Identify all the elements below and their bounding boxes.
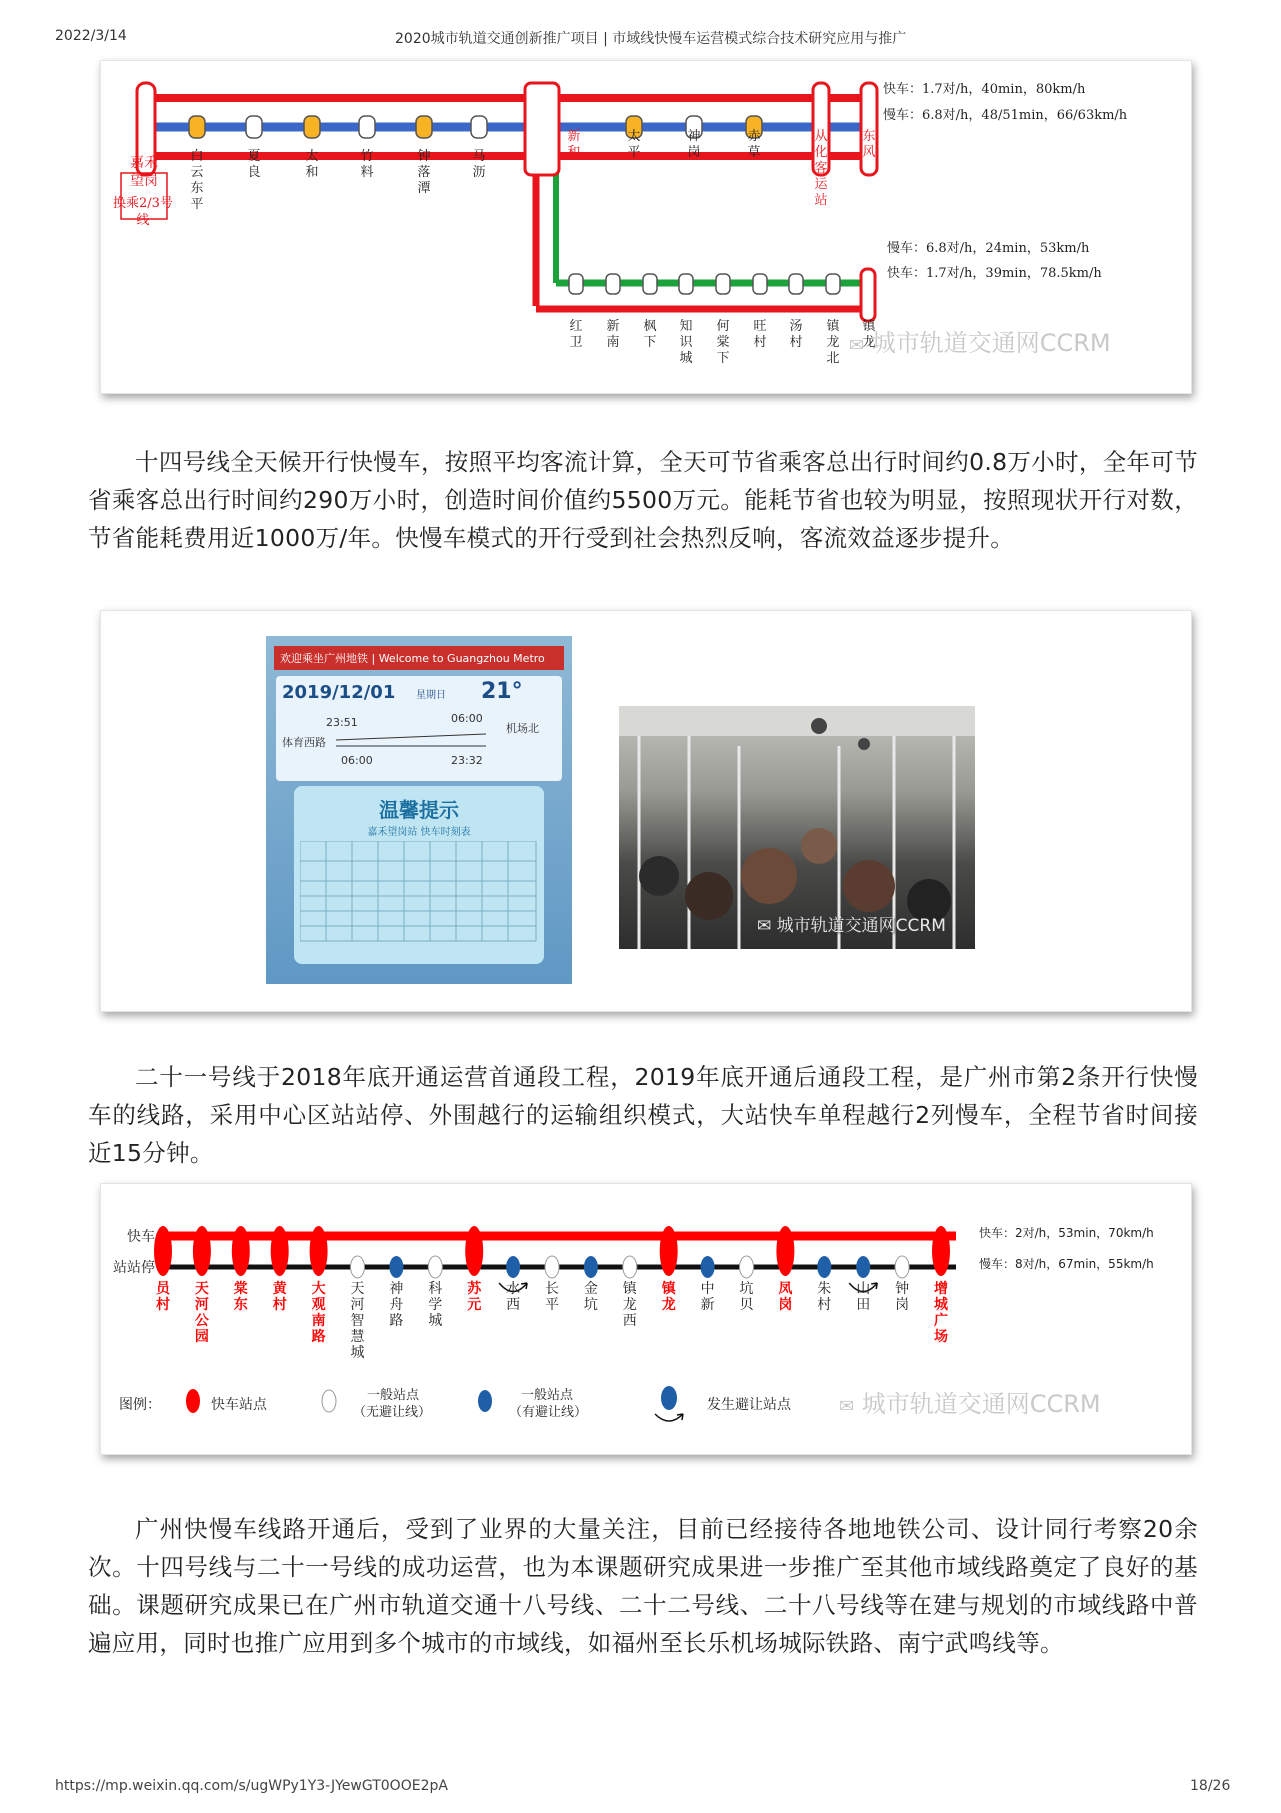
- express-station-marker: [154, 1226, 172, 1276]
- transfer-station-label: 嘉禾望岗: [130, 155, 158, 189]
- legend-siding-dot: [477, 1388, 493, 1414]
- station-label: 神岗: [687, 129, 701, 160]
- station-label: 红卫: [569, 319, 583, 350]
- line21-track-svg: [101, 1184, 1191, 1314]
- line21-station-label: 天河智慧城: [350, 1281, 365, 1361]
- line21-station-label: 中新: [700, 1281, 715, 1313]
- overtake-station-marker: [856, 1256, 870, 1278]
- local-row-label: 站站停: [113, 1260, 155, 1276]
- photos-card: [100, 610, 1192, 1012]
- screen-notice-subtitle: 嘉禾望岗站 快车时刻表: [367, 827, 471, 838]
- screen-time: 23:51: [326, 716, 358, 729]
- siding-station-marker: [389, 1256, 403, 1278]
- station-screen-photo: [266, 636, 572, 984]
- plain-station-marker: [623, 1256, 637, 1278]
- line21-station-label: 镇龙: [661, 1281, 676, 1313]
- line21-station-label: 神舟路: [389, 1281, 404, 1329]
- line21-station-label: 科学城: [428, 1281, 443, 1329]
- plain-station-marker: [895, 1256, 909, 1278]
- line21-station-label: 苏元: [467, 1281, 482, 1313]
- photo-watermark: ✉ 城市轨道交通网CCRM: [757, 916, 946, 936]
- watermark: ✉ 城市轨道交通网CCRM: [839, 1390, 1101, 1418]
- express-station-marker: [465, 1226, 483, 1276]
- plain-station-marker: [351, 1256, 365, 1278]
- paragraph-1: 十四号线全天候开行快慢车，按照平均客流计算，全天可节省乘客总出行时间约0.8万小时，全年可节省乘客总出行时间约290万小时，创造时间价值约5500万元。能耗节省也较为明显，按照现状开行对数，节省能耗费用近1000万/年。快慢车模式的开行受到社会热烈反响，客流效益逐步提升。: [88, 448, 1198, 552]
- line21-station-label: 钟岗: [895, 1281, 910, 1313]
- legend-plain-label: 一般站点: [367, 1388, 420, 1403]
- screen-station: 机场北: [506, 722, 539, 735]
- legend-title: 图例：: [119, 1397, 161, 1413]
- legend-plain-dot: [321, 1388, 337, 1414]
- express-station-marker: [932, 1226, 950, 1276]
- screen-station: 体育西路: [282, 736, 326, 749]
- line21-station-label: 天河公园: [194, 1281, 209, 1345]
- legend-express-label: 快车站点: [211, 1397, 267, 1413]
- station-label: 夏良: [247, 149, 261, 180]
- line21-station-label: 山田: [856, 1281, 871, 1313]
- line21-station-label: 员村: [156, 1281, 170, 1313]
- express-station-marker: [310, 1226, 328, 1276]
- watermark: ✉ 城市轨道交通网CCRM: [849, 329, 1111, 357]
- station-label: 知识城: [679, 319, 693, 366]
- print-url[interactable]: https://mp.weixin.qq.com/s/ugWPy1Y3-JYewGT0OOE2pA: [55, 1778, 448, 1794]
- station-label: 太平: [627, 129, 641, 160]
- print-date: 2022/3/14: [55, 28, 127, 44]
- plain-station-marker: [740, 1256, 754, 1278]
- legend-overtake-label: 发生避让站点: [707, 1397, 791, 1413]
- legend-siding-note: （有避让线）: [509, 1405, 588, 1420]
- paragraph-3: 广州快慢车线路开通后，受到了业界的大量关注，目前已经接待各地地铁公司、设计同行考察20余次。十四号线与二十一号线的成功运营，也为本课题研究成果进一步推广至其他市域线路奠定了良好的基础。课题研究成果已在广州市轨道交通十八号线、二十二号线、二十八号线等在建与规划的市域线路中普遍应用，同时也推广应用到多个城市的市域线，如福州至长乐机场城际铁路、南宁武鸣线等。: [88, 1515, 1198, 1657]
- station-label: 竹料: [360, 149, 374, 180]
- express-station-marker: [193, 1226, 211, 1276]
- siding-station-marker: [817, 1256, 831, 1278]
- line21-station-label: 凤岗: [778, 1281, 793, 1313]
- line21-diagram: [100, 1183, 1192, 1455]
- wechat-icon: ✉: [849, 335, 865, 356]
- line21-local-info: 慢车：8对/h，67min，55km/h: [979, 1257, 1154, 1271]
- station-label: 钟落潭: [417, 149, 431, 196]
- legend-overtake-icon: [649, 1384, 689, 1430]
- express-station-marker: [776, 1226, 794, 1276]
- screen-temperature: 21°: [481, 679, 523, 704]
- express-station-marker: [660, 1226, 678, 1276]
- express-station-marker: [271, 1226, 289, 1276]
- siding-station-marker: [701, 1256, 715, 1278]
- paragraph-2: 二十一号线于2018年底开通运营首通段工程，2019年底开通后通段工程，是广州市第2条开行快慢车的线路，采用中心区站站停、外围越行的运输组织模式，大站快车单程越行2列慢车，全程节省时间接近15分钟。: [88, 1063, 1198, 1167]
- legend-siding-label: 一般站点: [521, 1388, 574, 1403]
- screen-weekday: 星期日: [416, 690, 446, 701]
- page-number: 18/26: [1190, 1778, 1231, 1794]
- transfer-note: 换乘2/3号线: [113, 196, 173, 228]
- plain-station-marker: [428, 1256, 442, 1278]
- screen-date: 2019/12/01: [282, 682, 396, 703]
- station-label: 旺村: [753, 319, 767, 350]
- line21-station-label: 长平: [545, 1281, 559, 1313]
- line14-top-express-info: 快车：1.7对/h，40min，80km/h: [883, 82, 1086, 97]
- station-label: 镇龙: [862, 319, 876, 350]
- station-label-red: 东风: [862, 129, 876, 160]
- line14-bottom-express-info: 快车：1.7对/h，39min，78.5km/h: [887, 266, 1102, 281]
- station-label: 枫下: [643, 319, 657, 350]
- station-label: 马沥: [472, 149, 486, 180]
- station-label: 汤村: [789, 319, 803, 350]
- legend-express-dot: [185, 1388, 201, 1414]
- line21-station-label: 增城广场: [934, 1281, 948, 1345]
- screen-time: 06:00: [451, 712, 483, 725]
- line21-express-info: 快车：2对/h，53min，70km/h: [979, 1226, 1154, 1240]
- line21-station-label: 黄村: [272, 1281, 287, 1313]
- line21-station-label: 坑贝: [739, 1281, 754, 1313]
- line14-diagram: [100, 60, 1192, 394]
- station-label: 白云东平: [190, 149, 204, 212]
- line21-station-label: 镇龙西: [622, 1281, 637, 1329]
- line21-station-label: 水西: [506, 1281, 521, 1313]
- screen-time: 23:32: [451, 754, 483, 767]
- line21-station-label: 大观南路: [311, 1281, 326, 1345]
- siding-station-marker: [584, 1256, 598, 1278]
- station-label: 镇龙北: [826, 319, 840, 366]
- line14-top-local-info: 慢车：6.8对/h，48/51min，66/63km/h: [883, 108, 1128, 123]
- express-station-marker: [232, 1226, 250, 1276]
- screen-timetable-grid: [300, 841, 550, 951]
- line21-station-label: 金坑: [583, 1281, 598, 1313]
- line21-station-label: 朱村: [817, 1281, 832, 1313]
- station-label: 赤草: [747, 129, 761, 160]
- station-label: 何棠下: [716, 319, 730, 366]
- wechat-icon: ✉: [757, 916, 772, 936]
- print-title: 2020城市轨道交通创新推广项目 | 市域线快慢车运营模式综合技术研究应用与推广: [395, 31, 907, 47]
- train-interior-photo: [619, 706, 975, 949]
- junction-station-label: 新和: [567, 129, 581, 160]
- screen-time: 06:00: [341, 754, 373, 767]
- plain-station-marker: [545, 1256, 559, 1278]
- line14-bottom-local-info: 慢车：6.8对/h，24min，53km/h: [887, 241, 1090, 256]
- screen-notice-title: 温馨提示: [379, 798, 459, 822]
- station-label-red: 从化客运站: [814, 129, 828, 208]
- legend-plain-note: （无避让线）: [353, 1405, 432, 1420]
- wechat-icon: ✉: [839, 1396, 855, 1417]
- overtake-station-marker: [506, 1256, 520, 1278]
- line21-station-label: 棠东: [233, 1281, 248, 1313]
- station-label: 太和: [305, 149, 319, 180]
- screen-welcome-banner: 欢迎乘坐广州地铁 | Welcome to Guangzhou Metro: [274, 646, 564, 670]
- station-label: 新南: [606, 319, 620, 350]
- express-row-label: 快车: [127, 1229, 155, 1245]
